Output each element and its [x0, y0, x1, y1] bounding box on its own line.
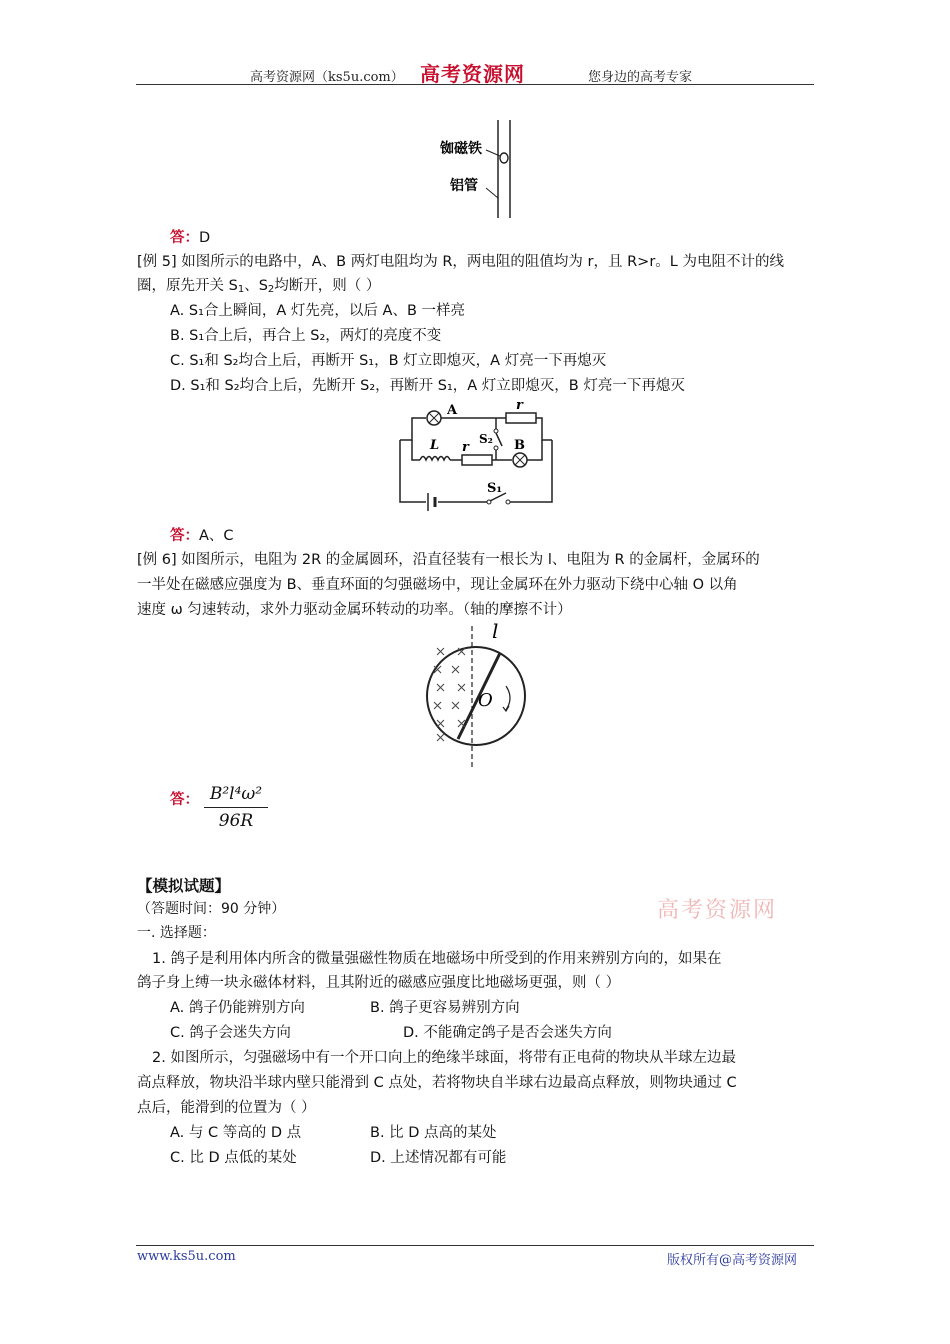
label-s1: S₁ — [487, 481, 503, 496]
label-tube: 铝管 — [450, 178, 478, 194]
q1-option-d: D. 不能确定鸽子是否会迷失方向 — [403, 1025, 612, 1041]
ex5-option-a: A. S₁合上瞬间，A 灯先亮，以后 A、B 一样亮 — [170, 303, 466, 319]
label-o: O — [478, 690, 493, 711]
figure-ring — [420, 622, 540, 772]
resistor-r1 — [506, 413, 536, 423]
figure-magnet-tube — [436, 120, 526, 220]
section-choice: 一. 选择题： — [137, 925, 216, 941]
resistor-r2 — [462, 455, 492, 465]
label-a: A — [447, 403, 458, 418]
q2-line1: 2. 如图所示，匀强磁场中有一个开口向上的绝缘半球面，将带有正电荷的物块从半球左边最 — [152, 1050, 736, 1066]
q2-option-d: D. 上述情况都有可能 — [370, 1150, 507, 1166]
header-logo: 高考资源网 — [420, 62, 525, 86]
answer-label: 答： — [170, 230, 199, 246]
label-s2: S₂ — [479, 432, 493, 446]
section-title: 【模拟试题】 — [137, 877, 231, 895]
header-right: 您身边的高考专家 — [588, 70, 693, 85]
header-rule — [136, 84, 814, 85]
footer-link[interactable]: www.ks5u.com — [137, 1249, 236, 1264]
ex6-line3: 速度 ω 匀速转动，求外力驱动金属环转动的功率。（轴的摩擦不计） — [137, 602, 572, 618]
answer-value: A、C — [199, 528, 234, 544]
ex4-answer — [170, 226, 210, 250]
q2-option-c: C. 比 D 点低的某处 — [170, 1150, 297, 1166]
header-left: 高考资源网（ks5u.com） — [250, 70, 404, 85]
ex5-line1: [例 5] 如图所示的电路中，A、B 两灯电阻均为 R，两电阻的阻值均为 r，且 R>r。L 为电阻不计的线 — [137, 254, 784, 270]
fraction-denominator: 96R — [218, 811, 254, 831]
q2-line2: 高点释放，物块沿半球内壁只能滑到 C 点处，若将物块自半球右边最高点释放，则物块通过 C — [137, 1075, 737, 1091]
fraction-numerator: B²l⁴ω² — [204, 784, 268, 808]
q2-option-a: A. 与 C 等高的 D 点 — [170, 1125, 302, 1141]
label-b: B — [514, 438, 525, 453]
ex5-option-d: D. S₁和 S₂均合上后，先断开 S₂，再断开 S₁，A 灯立即熄灭，B 灯亮一下再熄灭 — [170, 378, 685, 394]
q1-line2: 鸽子身上缚一块永磁体材料，且其附近的磁感应强度比地磁场更强，则（ ） — [137, 975, 621, 991]
footer-copyright: 版权所有@高考资源网 — [667, 1253, 798, 1268]
label-r1: r — [516, 400, 523, 413]
ex5-option-b: B. S₁合上后，再合上 S₂，两灯的亮度不变 — [170, 328, 442, 344]
q2-option-b: B. 比 D 点高的某处 — [370, 1125, 497, 1141]
inductor-l — [420, 457, 450, 461]
q1-option-a: A. 鸽子仍能辨别方向 — [170, 1000, 305, 1016]
q1-option-b: B. 鸽子更容易辨别方向 — [370, 1000, 520, 1016]
q1-line1: 1. 鸽子是利用体内所含的微量强磁性物质在地磁场中所受到的作用来辨别方向的，如果在 — [152, 951, 722, 967]
ex6-line1: [例 6] 如图所示，电阻为 2R 的金属圆环，沿直径装有一根长为 l、电阻为 R 的金属杆，金属环的 — [137, 552, 760, 568]
ex5-answer — [170, 524, 234, 548]
label-l: L — [430, 438, 440, 453]
label-r2: r — [462, 440, 469, 455]
ex5-line2: 圈，原先开关 $S_1$、$S_2$均断开，则（ ） — [137, 278, 381, 295]
q2-line3: 点后，能滑到的位置为（ ） — [137, 1100, 316, 1116]
label-magnet: 铷磁铁 — [440, 141, 482, 157]
answer-value: D — [199, 230, 211, 246]
label-l: l — [492, 622, 499, 643]
watermark: 高考资源网 — [657, 898, 778, 923]
figure-circuit — [390, 400, 560, 512]
ex6-answer-label: 答： — [170, 792, 199, 808]
ex6-answer-fraction — [204, 784, 268, 831]
ex5-option-c: C. S₁和 S₂均合上后，再断开 S₁，B 灯立即熄灭，A 灯亮一下再熄灭 — [170, 353, 607, 369]
ex6-line2: 一半处在磁感应强度为 B、垂直环面的匀强磁场中，现让金属环在外力驱动下绕中心轴 O 以角 — [137, 577, 738, 593]
q1-option-c: C. 鸽子会迷失方向 — [170, 1025, 291, 1041]
answer-label: 答： — [170, 528, 199, 544]
answer-time: （答题时间：90 分钟） — [137, 901, 286, 917]
footer-rule — [136, 1245, 814, 1246]
